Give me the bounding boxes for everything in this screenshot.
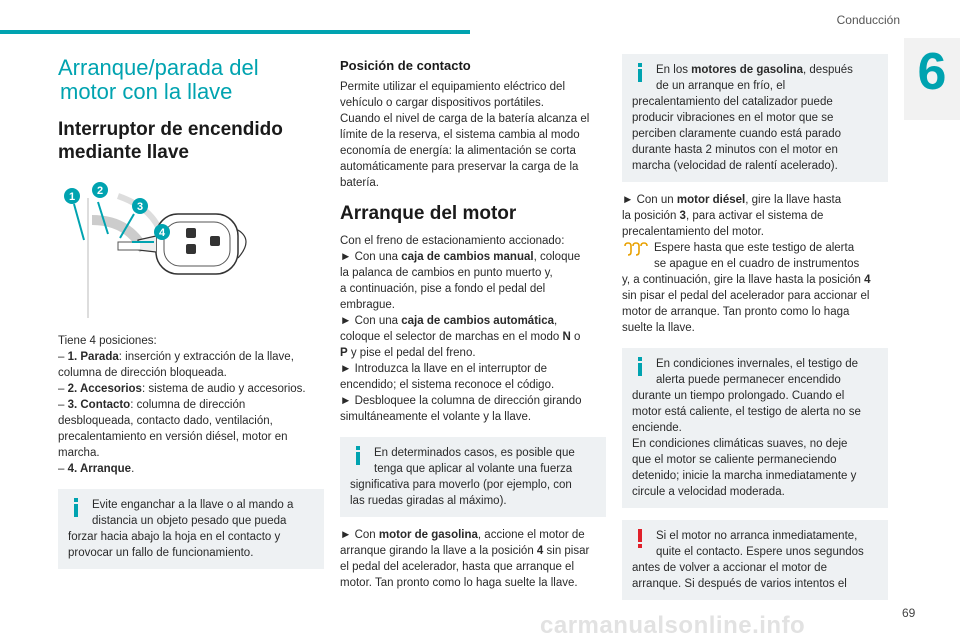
position-4: – 4. Arranque.	[58, 463, 135, 475]
position-1-cont: columna de dirección bloqueada.	[58, 367, 227, 379]
text-line: coloque el selector de marchas en el modo N o	[340, 331, 581, 343]
note-line: Si el motor no arranca inmediatamente,	[656, 530, 858, 542]
note-line: marcha (velocidad de ralentí acelerado).	[632, 160, 838, 172]
info-icon	[350, 445, 370, 465]
page-title	[58, 56, 324, 104]
note-line: circule a velocidad moderada.	[632, 486, 785, 498]
note-line: durante un tiempo prolongado. Cuando el	[632, 390, 845, 402]
text-line: y, a continuación, gire la llave hasta la posición 4	[622, 274, 871, 286]
note-line: quite el contacto. Espere unos segundos	[656, 546, 864, 558]
svg-text:2: 2	[96, 185, 104, 197]
title-line: motor con la llave	[60, 79, 233, 104]
position-3-cont: desbloqueada, contacto dado, ventilación,	[58, 415, 273, 427]
note-line: producir vibraciones en el motor que se	[632, 112, 834, 124]
heading-line: Interruptor de encendido	[58, 119, 283, 140]
note-line: tenga que aplicar al volante una fuerza	[374, 463, 573, 475]
note-line: enciende.	[632, 422, 682, 434]
text-line: Con el freno de estacionamiento accionado:	[340, 235, 565, 247]
glow-plug-row	[622, 240, 888, 272]
heading-ignition	[58, 118, 324, 164]
note-line: detenido; inicie la marcha inmediatamente y	[632, 470, 857, 482]
note-line: En determinados casos, es posible que	[374, 447, 575, 459]
info-icon	[68, 497, 88, 517]
step-insert-key: ► Introduzca la llave en el interruptor de	[340, 363, 547, 375]
text-line: la palanca de cambios en punto muerto y,	[340, 267, 553, 279]
note-line: distancia un objeto pesado que pueda	[92, 515, 287, 527]
column-3	[622, 54, 888, 610]
step-petrol: ► Con motor de gasolina, accione el motor de	[340, 529, 585, 541]
note-line: significativa para moverlo (por ejemplo, con	[350, 479, 572, 491]
text-line: batería.	[340, 177, 379, 189]
text-line: Cuando el nivel de carga de la batería alcanza el	[340, 113, 590, 125]
note-line: Evite enganchar a la llave o al mando a	[92, 499, 294, 511]
position-3-cont: marcha.	[58, 447, 100, 459]
text-line: arranque girando la llave a la posición 4 sin pisar	[340, 545, 590, 557]
watermark: carmanualsonline.info	[540, 612, 806, 639]
note-line: En condiciones climáticas suaves, no deje	[632, 438, 848, 450]
note-line: motor está caliente, el testigo de alerta no se	[632, 406, 861, 418]
positions-intro: Tiene 4 posiciones:	[58, 335, 157, 347]
note-line: alerta puede permanecer encendido	[656, 374, 841, 386]
svg-text:3: 3	[136, 201, 144, 213]
info-icon	[632, 62, 652, 82]
text-line: embrague.	[340, 299, 395, 311]
position-3-cont: precalentamiento en versión diésel, motor en	[58, 431, 288, 443]
page-number: 69	[902, 606, 916, 620]
note-line: arranque. Si después de varios intentos el	[632, 578, 847, 590]
text-line: economía de energía: la alimentación se corta	[340, 145, 576, 157]
position-2: – 2. Accesorios: sistema de audio y accesorios.	[58, 383, 306, 395]
text-line: precalentamiento del motor.	[622, 226, 764, 238]
heading-line: mediante llave	[58, 142, 189, 163]
svg-text:4: 4	[158, 227, 166, 239]
note-line: En condiciones invernales, el testigo de	[656, 358, 859, 370]
text-line: P y pise el pedal del freno.	[340, 347, 476, 359]
step-automatic: ► Con una caja de cambios automática,	[340, 315, 558, 327]
warning-note	[622, 520, 888, 600]
warning-icon	[632, 528, 652, 548]
key-ignition-illustration	[58, 180, 248, 318]
position-1: – 1. Parada: inserción y extracción de la llave,	[58, 351, 294, 363]
text-line: a continuación, pise a fondo el pedal del	[340, 283, 546, 295]
title-line: Arranque/parada del	[58, 55, 259, 80]
text-line: automáticamente para preservar la carga de la	[340, 161, 579, 173]
text-line: la posición 3, para activar el sistema de	[622, 210, 824, 222]
step-unlock-column: ► Desbloquee la columna de dirección girando	[340, 395, 582, 407]
text-line: se apague en el cuadro de instrumentos	[654, 258, 860, 270]
info-icon	[632, 356, 652, 376]
info-note	[58, 489, 324, 569]
info-note	[622, 54, 888, 182]
text-line: Espere hasta que este testigo de alerta	[654, 242, 855, 254]
heading-contact-position: Posición de contacto	[340, 58, 471, 73]
text-line: vehículo o cargar dispositivos portátiles.	[340, 97, 544, 109]
info-note	[340, 437, 606, 517]
column-2	[340, 54, 606, 591]
svg-text:1: 1	[68, 191, 76, 203]
info-note	[622, 348, 888, 508]
text-line: el pedal del acelerador, hasta que arranque el	[340, 561, 575, 573]
glow-plug-icon	[622, 242, 648, 258]
note-line: precalentamiento del catalizador puede	[632, 96, 833, 108]
callout-2	[92, 182, 108, 198]
note-line: perciben claramente cuando está parado	[632, 128, 842, 140]
note-line: En los motores de gasolina, después	[656, 64, 853, 76]
step-diesel: ► Con un motor diésel, gire la llave hasta	[622, 194, 842, 206]
chapter-number: 6	[917, 43, 947, 101]
text-line: límite de la reserva, el sistema cambia al modo	[340, 129, 580, 141]
text-line: suelte la llave.	[622, 322, 695, 334]
step-manual: ► Con una caja de cambios manual, coloque	[340, 251, 581, 263]
text-line: motor. Tan pronto como lo haga suelte la llave.	[340, 577, 578, 589]
section-name: Conducción	[836, 13, 900, 27]
heading-engine-start: Arranque del motor	[340, 203, 517, 224]
note-line: antes de volver a accionar el motor de	[632, 562, 827, 574]
chapter-tab	[904, 38, 960, 120]
callout-3	[132, 198, 148, 214]
text-line: Permite utilizar el equipamiento eléctrico del	[340, 81, 565, 93]
text-line: sin pisar el pedal del acelerador para accionar el	[622, 290, 870, 302]
text-line: motor de arranque. Tan pronto como lo haga	[622, 306, 850, 318]
text-line: simultáneamente el volante y la llave.	[340, 411, 532, 423]
note-line: que el motor se caliente permaneciendo	[632, 454, 837, 466]
note-line: las ruedas giradas al máximo).	[350, 495, 507, 507]
text-line: encendido; el sistema reconoce el código.	[340, 379, 555, 391]
callout-4	[154, 224, 170, 240]
column-1	[58, 54, 324, 579]
note-line: forzar hacia abajo la hoja en el contacto y	[68, 531, 281, 543]
note-line: de un arranque en frío, el	[656, 80, 786, 92]
callout-1	[64, 188, 80, 204]
header-rule	[0, 30, 470, 34]
note-line: durante hasta 2 minutos con el motor en	[632, 144, 838, 156]
position-3: – 3. Contacto: columna de dirección	[58, 399, 246, 411]
note-line: provocar un fallo de funcionamiento.	[68, 547, 254, 559]
